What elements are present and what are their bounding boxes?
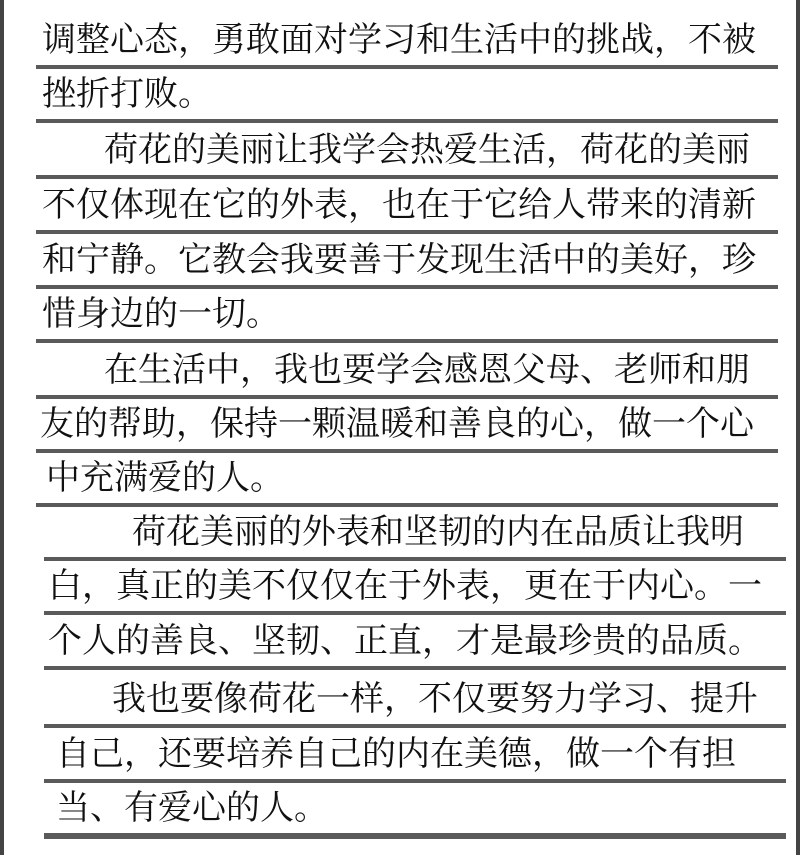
text-line <box>44 783 786 837</box>
text-line <box>44 561 786 615</box>
text-line <box>44 674 786 728</box>
line-text: 惜身边的一切。 <box>42 294 280 334</box>
text-line <box>36 235 778 289</box>
text-line <box>44 729 786 783</box>
line-text: 中充满爱的人。 <box>46 458 284 498</box>
paragraph-start-text: 我也要像荷花一样，不仅要努力学习、提升 <box>112 679 758 719</box>
paragraph-start-text: 荷花的美丽让我学会热爱生活，荷花的美丽 <box>104 130 750 170</box>
text-line <box>36 289 778 343</box>
text-line <box>36 180 778 234</box>
line-text: 自己，还要培养自己的内在美德，做一个有担 <box>56 734 736 774</box>
text-line <box>44 616 786 670</box>
line-text: 调整心态，勇敢面对学习和生活中的挑战，不被 <box>42 20 756 60</box>
text-line <box>36 399 778 453</box>
text-line <box>36 345 778 399</box>
line-text: 友的帮助，保持一颗温暖和善良的心，做一个心 <box>40 404 754 444</box>
text-line <box>36 453 778 507</box>
line-text: 不仅体现在它的外表，也在于它给人带来的清新 <box>42 185 756 225</box>
line-text: 当、有爱心的人。 <box>56 788 328 828</box>
line-text: 个人的善良、坚韧、正直，才是最珍贵的品质。 <box>48 621 762 661</box>
line-text: 挫折打败。 <box>42 74 212 114</box>
line-text: 和宁静。它教会我要善于发现生活中的美好，珍 <box>42 240 756 280</box>
text-line <box>44 507 786 561</box>
paragraph-start-text: 荷花美丽的外表和坚韧的内在品质让我明 <box>132 512 744 552</box>
ruled-line <box>44 835 786 839</box>
text-line <box>36 125 778 179</box>
text-line <box>36 15 778 69</box>
line-text: 白，真正的美不仅仅在于外表，更在于内心。一 <box>48 566 762 606</box>
paragraph-start-text: 在生活中，我也要学会感恩父母、老师和朋 <box>104 350 750 390</box>
text-line <box>36 69 778 123</box>
